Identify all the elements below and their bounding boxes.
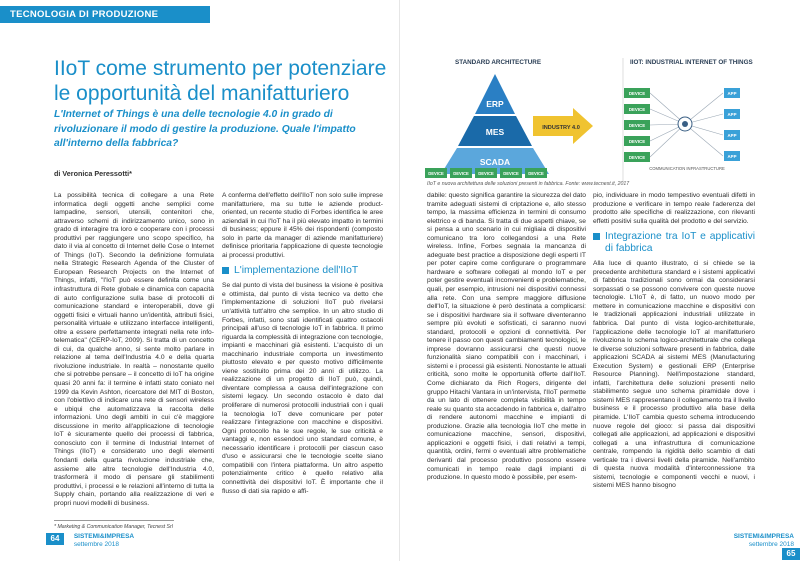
pyramid-label-erp: ERP	[486, 99, 504, 109]
paragraph: dabile: questo significa garantire la sicurezza del dato tramite adeguati sistemi di criptazione e, allo stesso tempo, la massima efficienza in termini di consumo elettrico e di banda. Si tratta di due aspetti chiave, se si pensa a uno scenario in cui migliaia di dispositivi comunicano tra loro collegandosi a una Rete wireless. Infine, Forbes segnala la mancanza di adeguate best practice a disposizione degli esperti IT per poter capire come configurare o programmare hardware e software collegati al mondo IoT e per poter gestire eventuali inconvenienti e problematiche, quali, per esempio, intrusioni nei dispositivi connessi alla rete. Con una sempre maggiore diffusione dell'IoT, la situazione è però destinata a complicarsi: se i dispositivi hardware sia il software diventeranno sempre più evoluti e sofisticati, ci saranno nuovi standard, protocolli e opzioni di connettività. Per tenere il passo con questi cambiamenti tecnologici, le imprese dovranno assicurarsi che questi nuove funzionalità siano compatibili con i macchinari, i sistemi e i processi già esistenti. Nonostante le attuali criticità, sono molte le opportunità offerte dall'IIoT. Come dichiarato da Rich Rogers, dirigente del gruppo Hitachi Vantara in un'intervista, l'IIoT permette da un lato di ottenere completa visibilità in tempo reale su quanto sta accadendo in fabbrica e, dall'altro di rendere autonomi macchine e impianti di produzione. Grazie alla tecnologia IIoT che mette in comunicazione macchine, sensori, dispositivi, applicazioni e oggetti fisici, i dati relativi a tempi, quantità, ordini, fermi o eventuali altre problematiche derivanti dal processo produttivo possono essere comunicati in tempo reale dagli impianti di produzione. In questo modo è possibile, per esem-	[427, 192, 586, 482]
standard-device-label: DEVICE	[453, 171, 469, 176]
left-footer	[46, 533, 134, 553]
iiot-device-label: DEVICE	[628, 107, 646, 112]
subheading-integration	[593, 231, 755, 255]
iiot-device-label: DEVICE	[628, 123, 646, 128]
publication-name: SISTEMI&IMPRESA	[733, 533, 794, 540]
author-footnote: * Marketing & Communication Manager, Tecnest Srl	[54, 524, 173, 530]
industry-arrow-label: INDUSTRY 4.0	[542, 125, 580, 131]
subheading-text: L'implementazione dell'IIoT	[234, 265, 359, 277]
iiot-device-label: DEVICE	[628, 91, 646, 96]
paragraph: Se dal punto di vista del business la visione è positiva e ottimista, dal punto di vista tecnico va detto che l'implementazione di soluzioni IIoT può rivelarsi un'attività tutt'altro che semplice. In un altro studio di Forbes, infatti, sono stati identificati quattro ostacoli principali all'uso di tecnologie IoT in fabbrica. Il primo riguarda la complessità di integrazione con tecnologie, impianti e macchinari già esistenti. L'acquisto di un macchinario industriale comporta un investimento piuttosto elevato e per questo motivo difficilmente viene sostituito prima dei 20 anni di utilizzo. La realizzazione di un progetto di IIoT può, quindi, diventare complessa a causa dell'integrazione con sistemi legacy. Un secondo ostacolo è dato dal proliferare di numerosi protocolli industriali con i quali la tecnologia IoT deve comunicare per poter realizzare l'integrazione con macchine e dispositivi. Ogni protocollo ha le sue regole, le sue criticità e vantaggi e, non essendoci uno standard comune, è necessario identificare i protocolli per ciascun caso d'uso e assicurarsi che le tecnologie scelte siano compatibili con l'intera piattaforma. Un altro aspetto potenzialmente critico è quello relativo alla connettività dei dispositivi IoT. È importante che il flusso di dati sia rapido e affi-	[222, 282, 383, 495]
page-number: 65	[782, 548, 800, 560]
publication-info	[74, 533, 134, 548]
app-label: APP	[727, 112, 737, 117]
standard-device-label: DEVICE	[428, 171, 444, 176]
standard-device-label: DEVICE	[503, 171, 519, 176]
article-standfirst: L'Internet of Things è una delle tecnologie 4.0 in grado di rivoluzionare il modo di gestire la produzione. Quale l'impatto all'interno della fabbrica?	[54, 109, 356, 149]
iiot-devices-group	[624, 88, 650, 162]
app-label: APP	[727, 91, 737, 96]
architecture-diagram	[425, 52, 755, 182]
standard-device-label: DEVICE	[528, 171, 544, 176]
iiot-architecture-title: IIOT: INDUSTRIAL INTERNET OF THINGS	[630, 59, 753, 66]
standard-device-label: DEVICE	[478, 171, 494, 176]
right-footer	[720, 533, 800, 558]
left-column-2	[222, 192, 383, 496]
paragraph: Alla luce di quanto illustrato, ci si chiede se la precedente architettura standard e i sistemi applicativi di fabbrica tradizionali sono ormai da considerarsi sorpassati o se possono convivere con queste nuove tecnologie. L'IIoT è, di fatto, un nuovo modo per mettere in comunicazione macchine e dispositivi con le tradizionali applicazioni industriali utilizzate in fabbrica. Dal punto di vista logico-architetturale, l'applicazione delle tecnologie IoT al manifatturiero rivoluziona lo schema logico-architetturale che collega le diverse soluzioni software presenti in fabbrica, dalle applicazioni SCADA ai sistemi MES (Manufacturing Execution System) e gestionali ERP (Enterprise Resource Planning). Nell'impostazione standard, infatti, l'architettura delle soluzioni presenti nello stabilimento segue uno schema piramidale dove i sistemi MES rappresentano il collegamento tra il livello business e il processo produttivo alla base della piramide. L'IIoT cambia questo schema introducendo nuove regole del gioco: si passa dai dispositivi collegati alle applicazioni, ad applicazioni e dispositivi collegati a una infrastruttura di comunicazione centrale, rompendo la rigidità dello scambio di dati verticale tra i diversi livelli della piramide. Nell'ambito di questa nuova modalità d'interconnessione tra sistemi, tecnologie e componenti vecchi e nuovi, i sistemi MES hanno bisogno	[593, 260, 755, 490]
iiot-device-label: DEVICE	[628, 139, 646, 144]
iiot-device-label: DEVICE	[628, 155, 646, 160]
article-byline: di Veronica Peressotti*	[54, 169, 132, 178]
issue-date: settembre 2018	[73, 540, 119, 548]
communication-hub-core	[682, 121, 688, 127]
pyramid-label-scada: SCADA	[479, 157, 511, 167]
app-label: APP	[727, 154, 737, 159]
infrastructure-label: COMMUNICATION INFRASTRUCTURE	[649, 166, 725, 171]
left-column-1	[54, 192, 214, 508]
right-column-2	[593, 192, 755, 491]
paragraph: A conferma dell'effetto dell'IIoT non solo sulle imprese manifatturiere, ma su tutte le aziende product-oriented, un recente studio di Forbes identifica le aree aziendali in cui l'IoT ha il più elevato impatto in termini di business; eppure il 45% dei rispondenti (composto solo in parte da manager di aziende manifatturiere) definisce prioritaria l'applicazione di queste tecnologie ai processi produttivi.	[222, 192, 383, 259]
paragraph: pio, individuare in modo tempestivo eventuali difetti in produzione e verificare in tempo reale l'aderenza del prodotto alle specifiche di realizzazione, con rilevanti effetti positivi sulla qualità del prodotto e del servizio.	[593, 192, 755, 225]
page-number: 64	[46, 533, 64, 545]
standard-architecture-title: STANDARD ARCHITECTURE	[455, 59, 542, 66]
standard-devices-row	[425, 168, 575, 180]
figure-caption: IIoT e nuova architettura delle soluzioni presenti in fabbrica. Fonte: www.tecnest.it, 2017	[427, 181, 630, 187]
bullet-square-icon	[593, 233, 600, 240]
issue-date: settembre 2018	[748, 540, 794, 548]
footnote-divider	[54, 520, 174, 521]
subheading-text: Integrazione tra IoT e applicativi di fabbrica	[605, 231, 755, 255]
subheading-implementation	[222, 265, 383, 277]
publication-name: SISTEMI&IMPRESA	[73, 533, 135, 540]
iiot-apps-group	[724, 88, 740, 161]
bullet-square-icon	[222, 267, 229, 274]
article-headline: IIoT come strumento per potenziare le opportunità del manifatturiero	[54, 57, 387, 105]
section-banner: TECNOLOGIA DI PRODUZIONE	[0, 6, 210, 23]
right-column-1	[427, 192, 586, 483]
app-label: APP	[727, 133, 737, 138]
pyramid-label-mes: MES	[485, 127, 505, 137]
standard-device-boxes	[425, 168, 547, 178]
paragraph: La possibilità tecnica di collegare a una Rete informatica degli oggetti anche semplici come lampadine, sensori, utensili, contenitori che, attraverso schemi di indirizzamento unico, sono in grado di interagire tra loro e cooperare con i processi produttivi per raggiungere uno scopo specifico, ha dato il via al concetto di Internet delle Cose o Internet of Things (IoT). Secondo la definizione formulata nella Strategic Research Agenda of the Cluster of European Research Projects on the Internet of Things, infatti, "l'IoT può essere definita come una infrastruttura di Rete globale e dinamica con capacità di auto configurazione sulla base di protocolli di comunicazione standard e interoperabili, dove gli oggetti fisici e virtuali hanno un'identità, attributi fisici, personalità virtuale e utilizzano interfacce intelligenti, oltre a essere perfettamente integrati nella rete info-telematica" (CERP-IoT, 2009). Si tratta di un concetto di cui, da qualche anno, si sente molto parlare in relazione al tema dell'Industria 4.0 e della quarta rivoluzione industriale. In realtà – nonostante quello che si potrebbe pensare – il concetto di IoT ha origine quasi 20 anni fa: il termine è infatti stato coniato nel 1999 da Kevin Ashton, ricercatore del MIT di Boston, con l'obiettivo di indicare una rete di sensori wireless e ubiqui che automatizzava la raccolta delle informazioni. Uno degli ambiti in cui c'è maggiore discussione in merito all'applicazione di tecnologie IoT è sicuramente quello dei processi di fabbrica, conosciuto con il termine di Industrial Internet of Things (IIoT) e considerato uno degli elementi fondanti della quarta rivoluzione industriale che, assieme alle altre tecnologie dell'Industria 4.0, trasformerà il modo di pensare gli stabilimenti produttivi, i processi e le relazioni all'interno di tutta la Supply chain, portando alla realizzazione di veri e propri nuovi modelli di business.	[54, 192, 214, 507]
publication-info	[734, 533, 794, 548]
